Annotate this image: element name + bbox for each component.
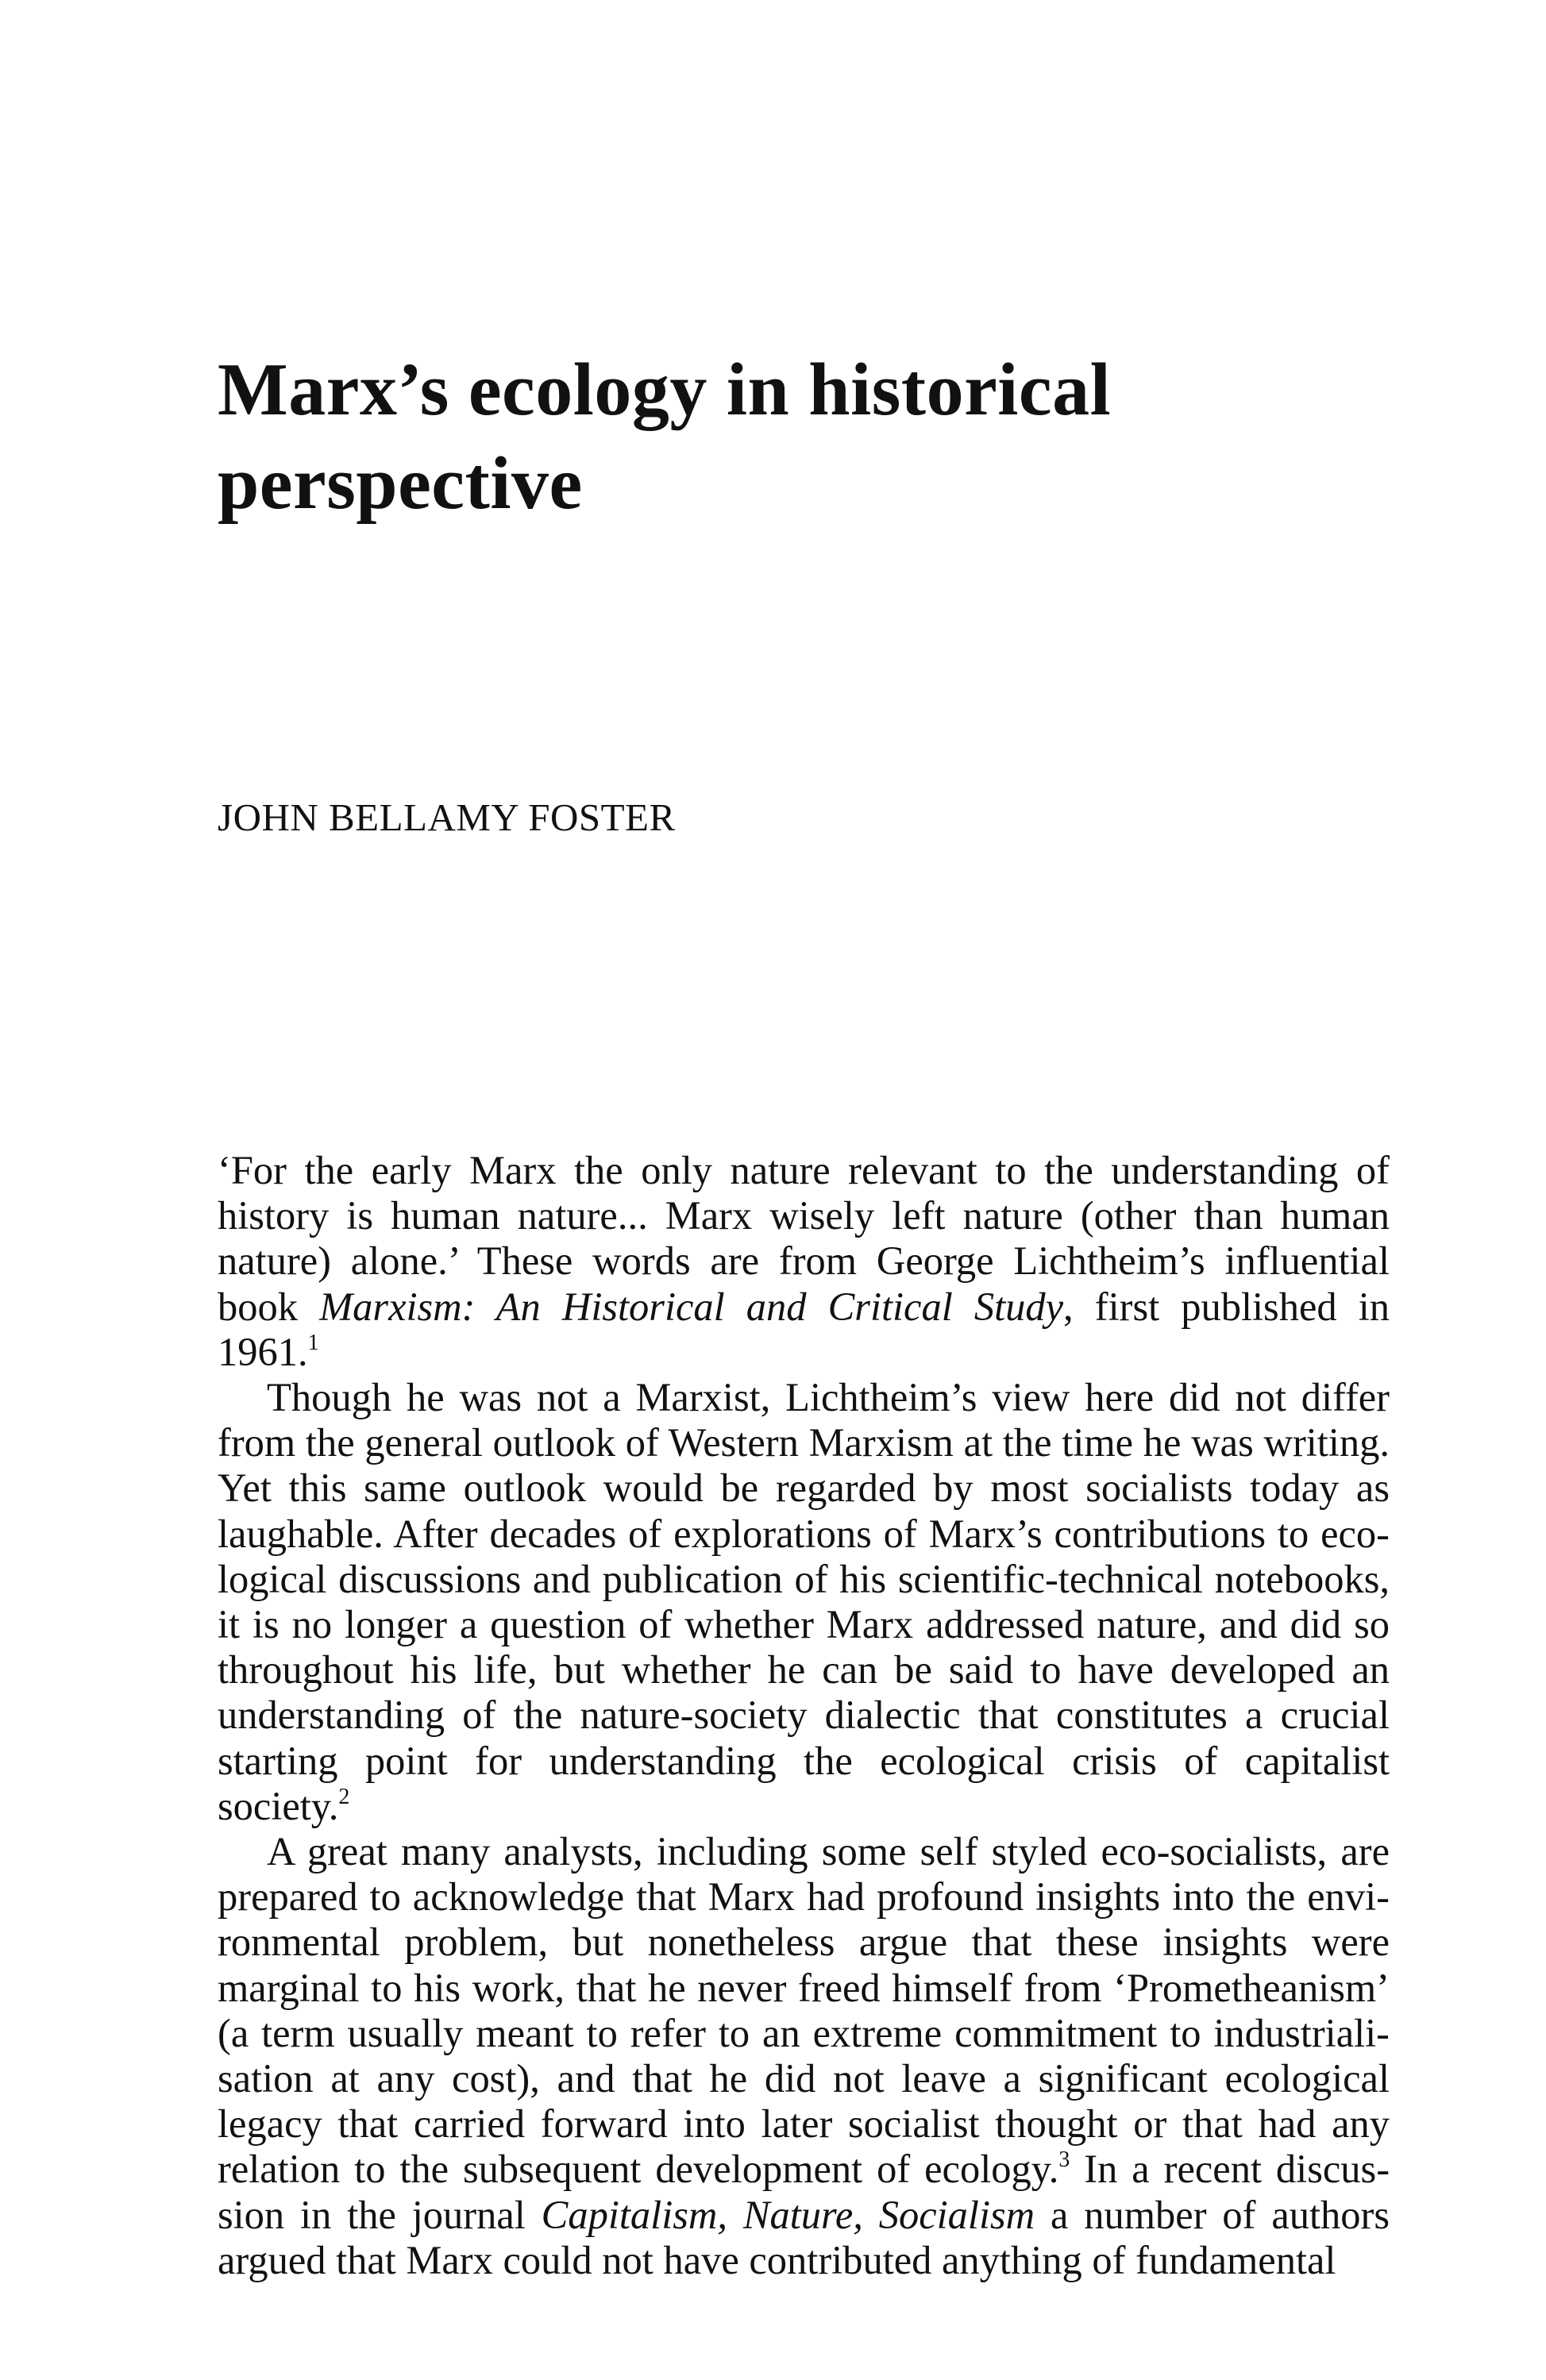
paragraph-3-text: A great many analysts, including some self styled eco-socialists, are prepared to acknowledge that Marx had profound insights into the environmental problem, but nonetheless argue that these insights were marginal to his work, that he never freed himself from ‘Prometheanism’ (a term usually meant to refer to an extreme commitment to industrialisation at any cost), and that he did not leave a significant ecological legacy that carried forward into later socialist thought or that had any relation to the subsequent development of ecology.: [218, 1829, 1390, 2192]
article-body: [218, 1148, 1390, 2283]
paragraph-1-text-end: , first published in 1961.: [218, 1284, 1390, 1374]
paragraph-2-text: Though he was not a Marxist, Lichtheim’s view here did not differ from the general outlook of Western Marxism at the time he was writing. Yet this same outlook would be regarded by most socialists today as laughable. After decades of explorations of Marx’s contributions to ecological discussions and publication of his scientific-technical notebooks, it is no longer a question of whether Marx addressed nature, and did so throughout his life, but whether he can be said to have developed an understanding of the nature-society dialectic that constitutes a crucial starting point for understanding the ecological crisis of capitalist society.: [218, 1375, 1390, 1828]
footnote-marker-3: 3: [1058, 2147, 1070, 2173]
article-author: JOHN BELLAMY FOSTER: [218, 795, 676, 839]
paragraph-3-text-continued: In a recent discussion in the journal: [218, 2147, 1390, 2237]
paragraph-3-text-end: a number of authors argued that Marx could not have contributed anything of fundamental: [218, 2192, 1390, 2282]
book-title-marxism: Marxism: An Historical and Critical Study: [319, 1284, 1064, 1329]
journal-title: Capitalism, Nature, Socialism: [541, 2192, 1035, 2237]
article-title: Marx’s ecology in historical perspective: [218, 349, 1112, 525]
paragraph-1: [218, 1148, 1390, 1375]
paragraph-2: [218, 1375, 1390, 1829]
footnote-marker-2: 2: [338, 1784, 350, 1809]
paragraph-3: [218, 1829, 1390, 2283]
paragraph-1-text: ‘For the early Marx the only nature relevant to the understanding of history is human nature... Marx wisely left nature (other than human nature) alone.’ These words are from George Lichtheim’s influential book: [218, 1148, 1390, 1329]
footnote-marker-1: 1: [307, 1330, 319, 1355]
